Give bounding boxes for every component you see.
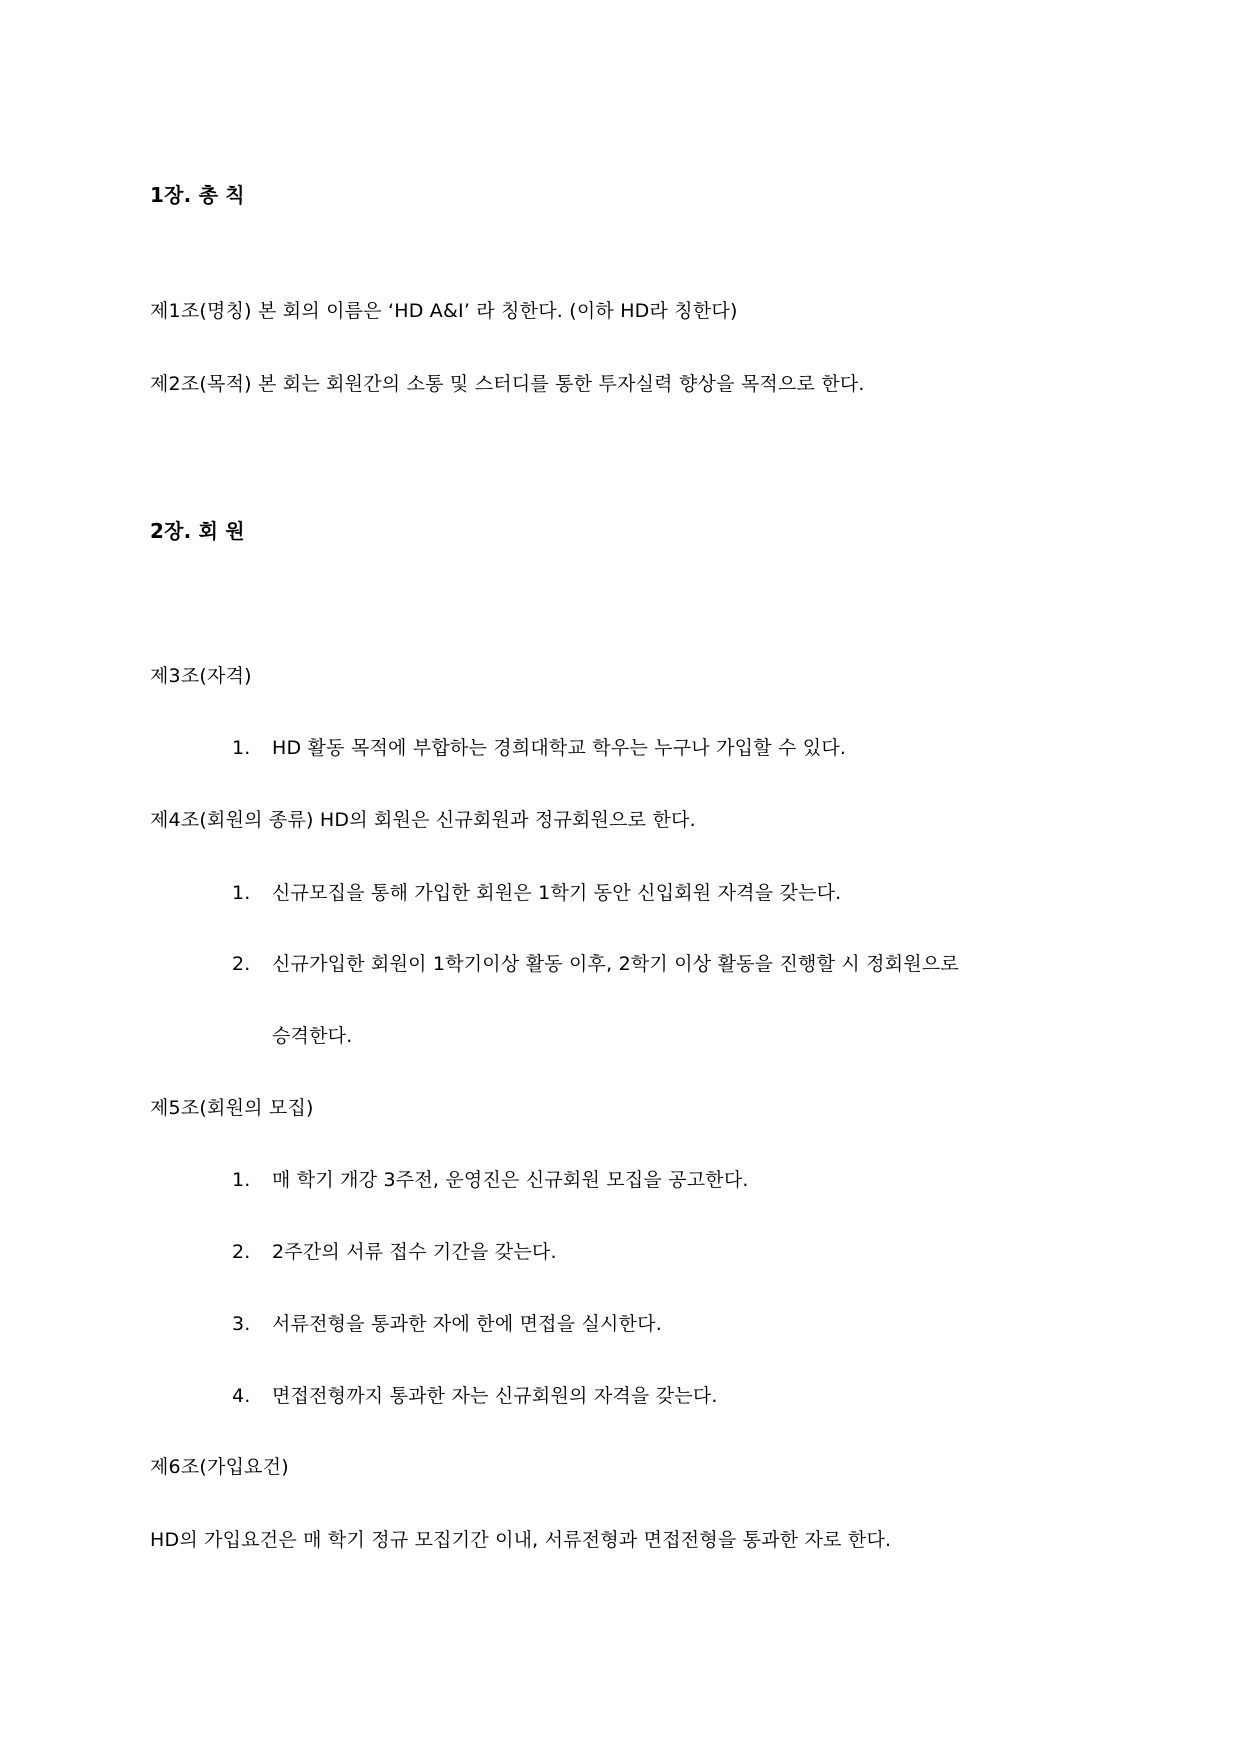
list-text: 매 학기 개강 3주전, 운영진은 신규회원 모집을 공고한다. (272, 1169, 749, 1191)
list-number: 2. (232, 953, 251, 975)
article-5-item-3 (232, 1312, 662, 1336)
article-6-title: 제6조(가입요건) (150, 1456, 289, 1478)
list-number: 1. (232, 1169, 251, 1191)
article-4-item-2-continuation: 승격한다. (272, 1025, 353, 1047)
article-2: 제2조(목적) 본 회는 회원간의 소통 및 스터디를 통한 투자실력 향상을 목적으로 한다. (150, 373, 865, 395)
article-3-item-1 (232, 736, 846, 760)
chapter-1-heading: 1장. 총 칙 (150, 183, 245, 207)
article-4-title: 제4조(회원의 종류) HD의 회원은 신규회원과 정규회원으로 한다. (150, 809, 696, 831)
list-number: 1. (232, 882, 251, 904)
article-6-body: HD의 가입요건은 매 학기 정규 모집기간 이내, 서류전형과 면접전형을 통과한 자로 한다. (150, 1529, 892, 1551)
list-text: 2주간의 서류 접수 기간을 갖는다. (272, 1241, 557, 1263)
list-text: 면접전형까지 통과한 자는 신규회원의 자격을 갖는다. (272, 1385, 718, 1407)
article-5-item-2 (232, 1240, 557, 1264)
article-4-item-2 (232, 952, 959, 976)
list-text: HD 활동 목적에 부합하는 경희대학교 학우는 누구나 가입할 수 있다. (272, 737, 847, 759)
article-5-item-4 (232, 1384, 718, 1408)
article-5-title: 제5조(회원의 모집) (150, 1097, 314, 1119)
article-3-title: 제3조(자격) (150, 665, 252, 687)
chapter-2-heading: 2장. 회 원 (150, 519, 245, 543)
list-text: 신규가입한 회원이 1학기이상 활동 이후, 2학기 이상 활동을 진행할 시 정회원으로 (272, 953, 959, 975)
article-1: 제1조(명칭) 본 회의 이름은 ‘HD A&I’ 라 칭한다. (이하 HD라 칭한다) (150, 300, 738, 322)
list-text: 서류전형을 통과한 자에 한에 면접을 실시한다. (272, 1313, 662, 1335)
list-number: 3. (232, 1313, 251, 1335)
list-number: 1. (232, 737, 251, 759)
list-number: 2. (232, 1241, 251, 1263)
list-text: 신규모집을 통해 가입한 회원은 1학기 동안 신입회원 자격을 갖는다. (272, 882, 842, 904)
article-5-item-1 (232, 1168, 749, 1192)
article-4-item-1 (232, 881, 841, 905)
list-number: 4. (232, 1385, 251, 1407)
